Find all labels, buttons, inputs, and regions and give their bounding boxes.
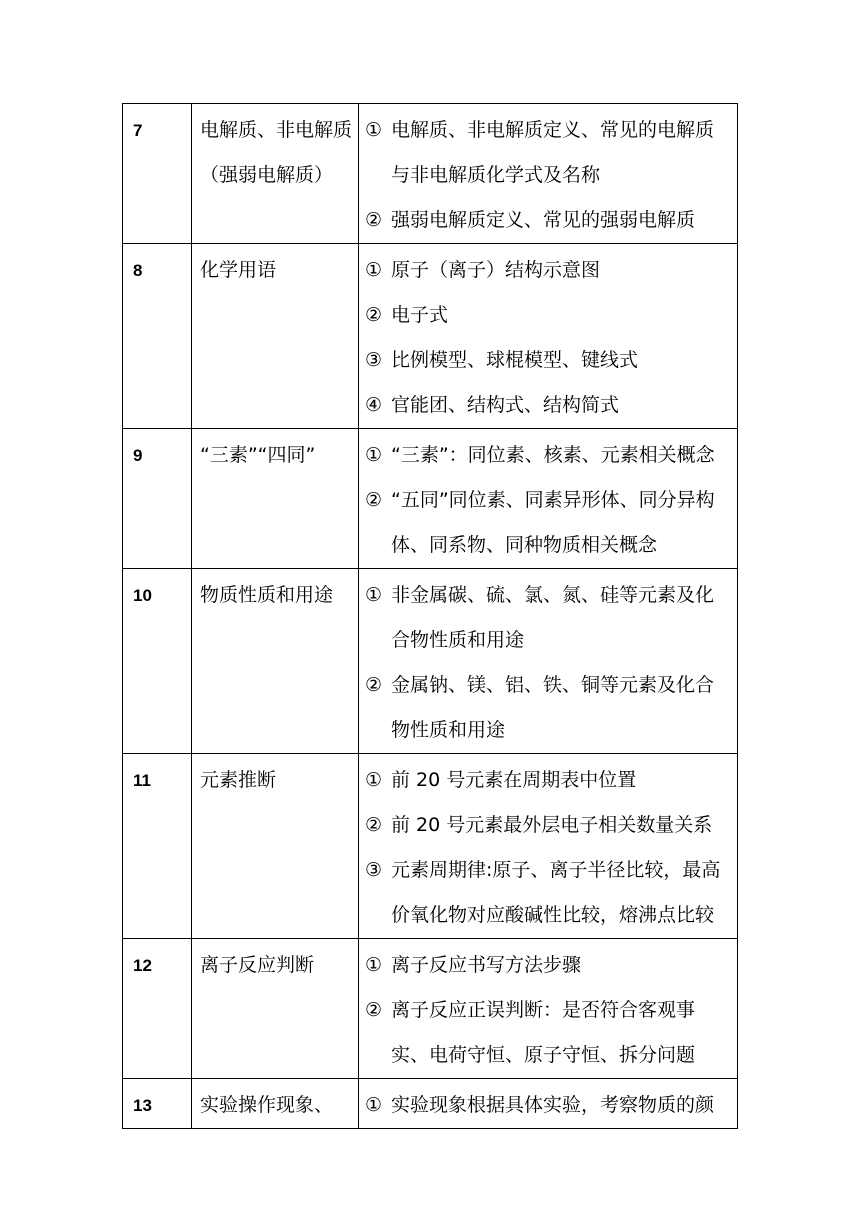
list-item	[365, 383, 731, 428]
item-text: 金属钠、镁、铝、铁、铜等元素及化合物性质和用途	[391, 674, 715, 741]
row-number: 12	[123, 939, 192, 1079]
table-row	[123, 244, 738, 429]
row-items	[359, 104, 738, 244]
list-item	[365, 1083, 731, 1128]
list-item	[365, 108, 731, 198]
item-text: 官能团、结构式、结构简式	[391, 394, 620, 416]
list-item	[365, 198, 731, 243]
item-text: 强弱电解质定义、常见的强弱电解质	[391, 209, 696, 231]
item-text: 比例模型、球棍模型、键线式	[391, 349, 639, 371]
item-marker: ①	[365, 954, 383, 976]
row-items	[359, 244, 738, 429]
item-marker: ①	[365, 769, 383, 791]
item-marker: ①	[365, 259, 383, 281]
item-text: 元素周期律:原子、离子半径比较，最高价氧化物对应酸碱性比较，熔沸点比较	[391, 859, 721, 926]
item-text: 实验现象根据具体实验，考察物质的颜	[391, 1094, 715, 1116]
row-number: 9	[123, 429, 192, 569]
row-topic: 物质性质和用途	[192, 569, 359, 754]
row-topic: “三素”“四同”	[192, 429, 359, 569]
row-items	[359, 429, 738, 569]
list-item	[365, 943, 731, 988]
list-item	[365, 248, 731, 293]
row-number: 8	[123, 244, 192, 429]
item-text: 前 20 号元素最外层电子相关数量关系	[391, 814, 713, 836]
row-topic: 化学用语	[192, 244, 359, 429]
list-item	[365, 478, 731, 568]
row-topic: 电解质、非电解质（强弱电解质）	[192, 104, 359, 244]
row-number: 7	[123, 104, 192, 244]
item-marker: ②	[365, 674, 383, 696]
item-marker: ②	[365, 304, 383, 326]
table-row	[123, 754, 738, 939]
list-item	[365, 573, 731, 663]
list-item	[365, 338, 731, 383]
item-marker: ④	[365, 394, 383, 416]
item-marker: ③	[365, 349, 383, 371]
item-text: “三素”：同位素、核素、元素相关概念	[391, 444, 715, 466]
knowledge-point-table	[122, 103, 738, 1129]
item-text: 离子反应书写方法步骤	[391, 954, 582, 976]
table-row	[123, 569, 738, 754]
table-row	[123, 429, 738, 569]
item-marker: ①	[365, 584, 383, 606]
item-marker: ①	[365, 119, 383, 141]
list-item	[365, 293, 731, 338]
item-text: “五同”同位素、同素异形体、同分异构体、同系物、同种物质相关概念	[391, 489, 715, 556]
item-text: 非金属碳、硫、氯、氮、硅等元素及化合物性质和用途	[391, 584, 715, 651]
item-marker: ②	[365, 999, 383, 1021]
table-row	[123, 939, 738, 1079]
list-item	[365, 433, 731, 478]
item-marker: ②	[365, 489, 383, 511]
table-row	[123, 104, 738, 244]
row-items	[359, 754, 738, 939]
list-item	[365, 758, 731, 803]
item-text: 离子反应正误判断：是否符合客观事实、电荷守恒、原子守恒、拆分问题	[391, 999, 696, 1066]
item-text: 电解质、非电解质定义、常见的电解质与非电解质化学式及名称	[391, 119, 715, 186]
list-item	[365, 803, 731, 848]
table-row	[123, 1079, 738, 1129]
list-item	[365, 663, 731, 753]
item-marker: ①	[365, 1094, 383, 1116]
row-topic: 离子反应判断	[192, 939, 359, 1079]
row-topic: 元素推断	[192, 754, 359, 939]
list-item	[365, 848, 731, 938]
row-number: 13	[123, 1079, 192, 1129]
item-text: 前 20 号元素在周期表中位置	[391, 769, 637, 791]
row-items	[359, 939, 738, 1079]
item-marker: ②	[365, 814, 383, 836]
row-items	[359, 1079, 738, 1129]
item-text: 电子式	[391, 304, 449, 326]
item-marker: ②	[365, 209, 383, 231]
list-item	[365, 988, 731, 1078]
row-number: 10	[123, 569, 192, 754]
row-items	[359, 569, 738, 754]
item-text: 原子（离子）结构示意图	[391, 259, 601, 281]
row-number: 11	[123, 754, 192, 939]
item-marker: ①	[365, 444, 383, 466]
item-marker: ③	[365, 859, 383, 881]
row-topic: 实验操作现象、	[192, 1079, 359, 1129]
